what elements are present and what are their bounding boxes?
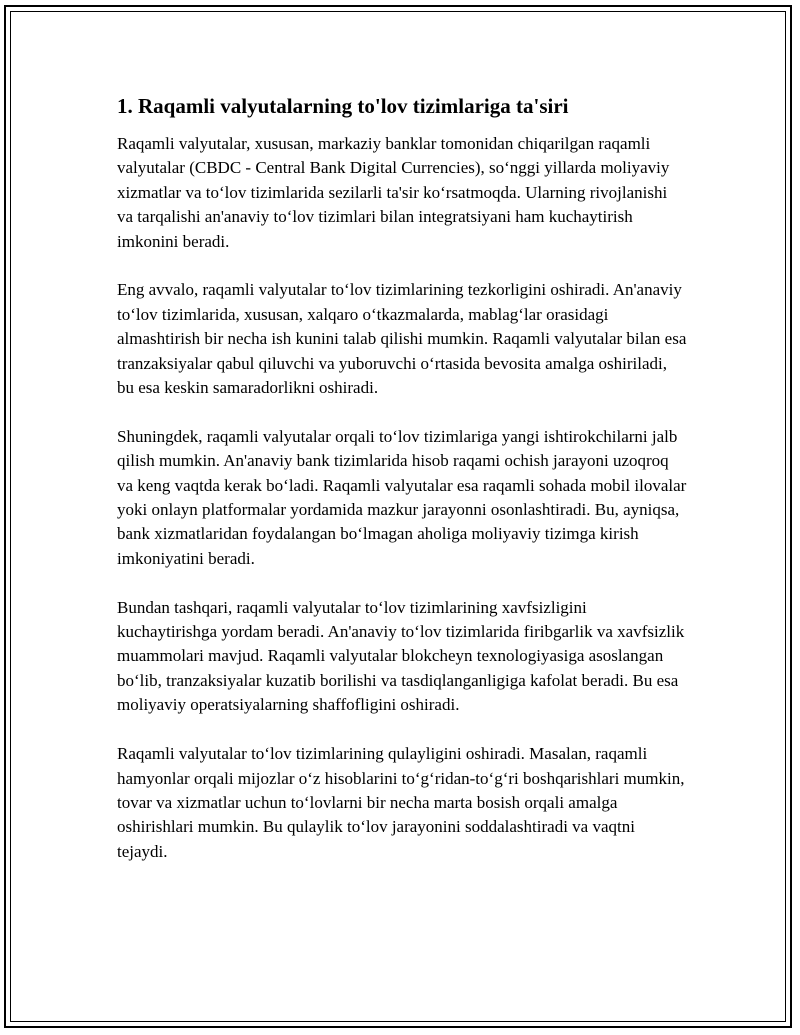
section-heading: 1. Raqamli valyutalarning to'lov tizimlariga ta'siri: [117, 94, 569, 118]
paragraph-2: Eng avvalo, raqamli valyutalar to‘lov tizimlarining tezkorligini oshiradi. An'anaviy to‘lov tizimlarida, xususan, xalqaro o‘tkazmalarda, mablag‘lar orasidagi almashtirish bir necha ish kunini talab qilishi mumkin. Raqamli valyutalar bilan esa tranzaksiyalar qabul qiluvchi va yuboruvchi o‘rtasida bevosita amalga oshiriladi, bu esa keskin samaradorlikni oshiradi.: [117, 280, 687, 398]
paragraph-5: Raqamli valyutalar to‘lov tizimlarining qulayligini oshiradi. Masalan, raqamli hamyonlar orqali mijozlar o‘z hisoblarini to‘g‘ridan-to‘g‘ri boshqarishlari mumkin, tovar va xizmatlar uchun to‘lovlarni bir necha marta bosish orqali amalga oshirishlari mumkin. Bu qulaylik to‘lov jarayonini soddalashtiradi va vaqtni tejaydi.: [117, 744, 685, 861]
document-body: [117, 92, 687, 889]
paragraph-4: Bundan tashqari, raqamli valyutalar to‘lov tizimlarining xavfsizligini kuchaytirishga yordam beradi. An'anaviy to‘lov tizimlarida firibgarlik va xavfsizlik muammolari mavjud. Raqamli valyutalar blokcheyn texnologiyasiga asoslangan bo‘lib, tranzaksiyalar kuzatib borilishi va tasdiqlanganligiga kafolat beradi. Bu esa moliyaviy operatsiyalarning shaffofligini oshiradi.: [117, 597, 685, 715]
paragraph-1: Raqamli valyutalar, xususan, markaziy banklar tomonidan chiqarilgan raqamli valyutalar (CBDC - Central Bank Digital Currencies), so‘nggi yillarda moliyaviy xizmatlar va to‘lov tizimlarida sezilarli ta'sir ko‘rsatmoqda. Ularning rivojlanishi va tarqalishi an'anaviy to‘lov tizimlari bilan integratsiyani ham kuchaytirish imkonini beradi.: [117, 134, 670, 251]
paragraph-3: Shuningdek, raqamli valyutalar orqali to‘lov tizimlariga yangi ishtirokchilarni jalb qilish mumkin. An'anaviy bank tizimlarida hisob raqami ochish jarayoni uzoqroq va keng vaqtda kerak bo‘ladi. Raqamli valyutalar esa raqamli sohada mobil ilovalar yoki onlayn platformalar yordamida mazkur jarayonni osonlashtiradi. Bu, ayniqsa, bank xizmatlaridan foydalangan bo‘lmagan aholiga moliyaviy tizimga kirish imkoniyatini beradi.: [117, 426, 687, 568]
